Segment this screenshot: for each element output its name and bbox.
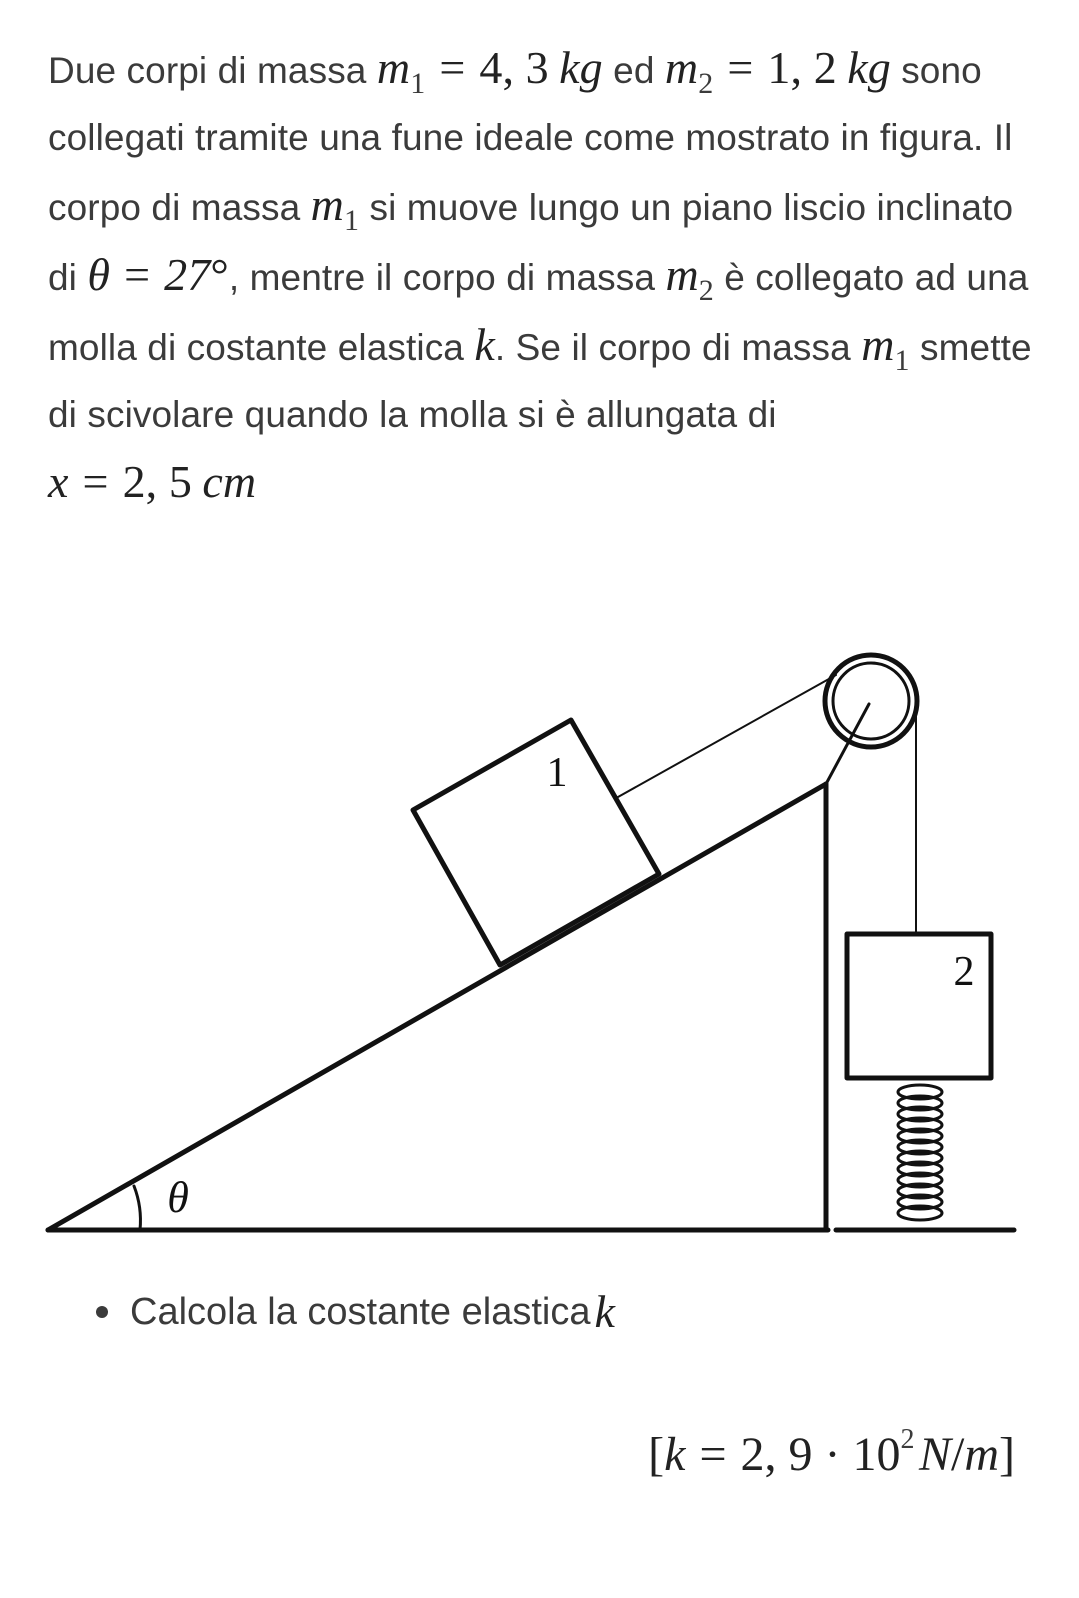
- problem-text-part-8: smette di scivolare quando la molla si è allungata di: [48, 327, 1032, 435]
- problem-text-part-6: è collegato ad una molla di costante elastica: [48, 257, 1029, 368]
- pulley-inner: [833, 663, 909, 739]
- problem-text-part-1: Due corpi di massa: [48, 50, 377, 91]
- m1-subscript: 1: [410, 67, 426, 100]
- m1-subscript: 1: [344, 204, 360, 237]
- problem-text-part-7: . Se il corpo di massa: [494, 327, 862, 368]
- problem-text-part-5: , mentre il corpo di massa: [228, 257, 666, 298]
- m1-value: 4, 3: [479, 42, 549, 93]
- block-1-label: 1: [546, 750, 568, 796]
- degree-sign: °: [210, 249, 229, 300]
- answer-close-bracket: ]: [999, 1428, 1015, 1481]
- equals-sign: =: [82, 456, 109, 507]
- angle-arc: [134, 1186, 140, 1230]
- theta-symbol: θ: [87, 249, 111, 300]
- answer-equals: =: [699, 1428, 727, 1481]
- theta-value: 27: [164, 249, 211, 300]
- problem-text-part-2: ed: [602, 50, 665, 91]
- question-list-item: [96, 1282, 615, 1342]
- answer-open-bracket: [: [648, 1428, 665, 1481]
- answer-k-symbol: k: [664, 1428, 686, 1481]
- x-value: 2, 5: [122, 456, 192, 507]
- answer-slash: /: [951, 1428, 965, 1481]
- m2-value: 1, 2: [767, 42, 837, 93]
- angle-label: θ: [167, 1173, 189, 1222]
- m1-symbol: m: [310, 179, 344, 230]
- m2-symbol: m: [664, 42, 699, 93]
- answer-exponent: 2: [900, 1424, 915, 1455]
- answer-unit-m: m: [964, 1428, 1000, 1481]
- m1-symbol: m: [376, 42, 411, 93]
- m1-symbol: m: [861, 319, 895, 370]
- question-text: Calcola la costante elastica: [130, 1291, 591, 1333]
- m2-subscript: 2: [698, 274, 714, 307]
- m2-subscript: 2: [698, 67, 714, 100]
- bullet-icon: [96, 1306, 108, 1318]
- pulley-outer: [825, 655, 917, 747]
- answer: [648, 1420, 1015, 1501]
- physics-figure: [0, 620, 1079, 1260]
- equals-sign: =: [124, 249, 151, 300]
- problem-text: [48, 34, 1048, 518]
- x-unit: cm: [202, 456, 257, 507]
- problem-text-part-4: si muove lungo un piano liscio inclinato di: [48, 187, 1014, 298]
- spring: [898, 1085, 942, 1220]
- block-2-label: 2: [953, 949, 975, 995]
- m1-subscript: 1: [894, 344, 910, 377]
- question-k-symbol: k: [594, 1286, 615, 1337]
- equals-sign: =: [439, 42, 466, 93]
- m2-unit: kg: [847, 42, 891, 93]
- answer-mantissa: 2, 9 · 10: [740, 1428, 901, 1481]
- m2-symbol: m: [665, 249, 699, 300]
- block-1: [413, 720, 659, 965]
- answer-unit-n: N: [918, 1428, 951, 1481]
- equals-sign: =: [727, 42, 754, 93]
- k-symbol: k: [474, 319, 495, 370]
- x-symbol: x: [48, 456, 69, 507]
- problem-text-part-3: sono collegati tramite una fune ideale come mostrato in figura. Il corpo di massa: [48, 50, 1013, 228]
- m1-unit: kg: [559, 42, 603, 93]
- rope-incline: [618, 675, 836, 797]
